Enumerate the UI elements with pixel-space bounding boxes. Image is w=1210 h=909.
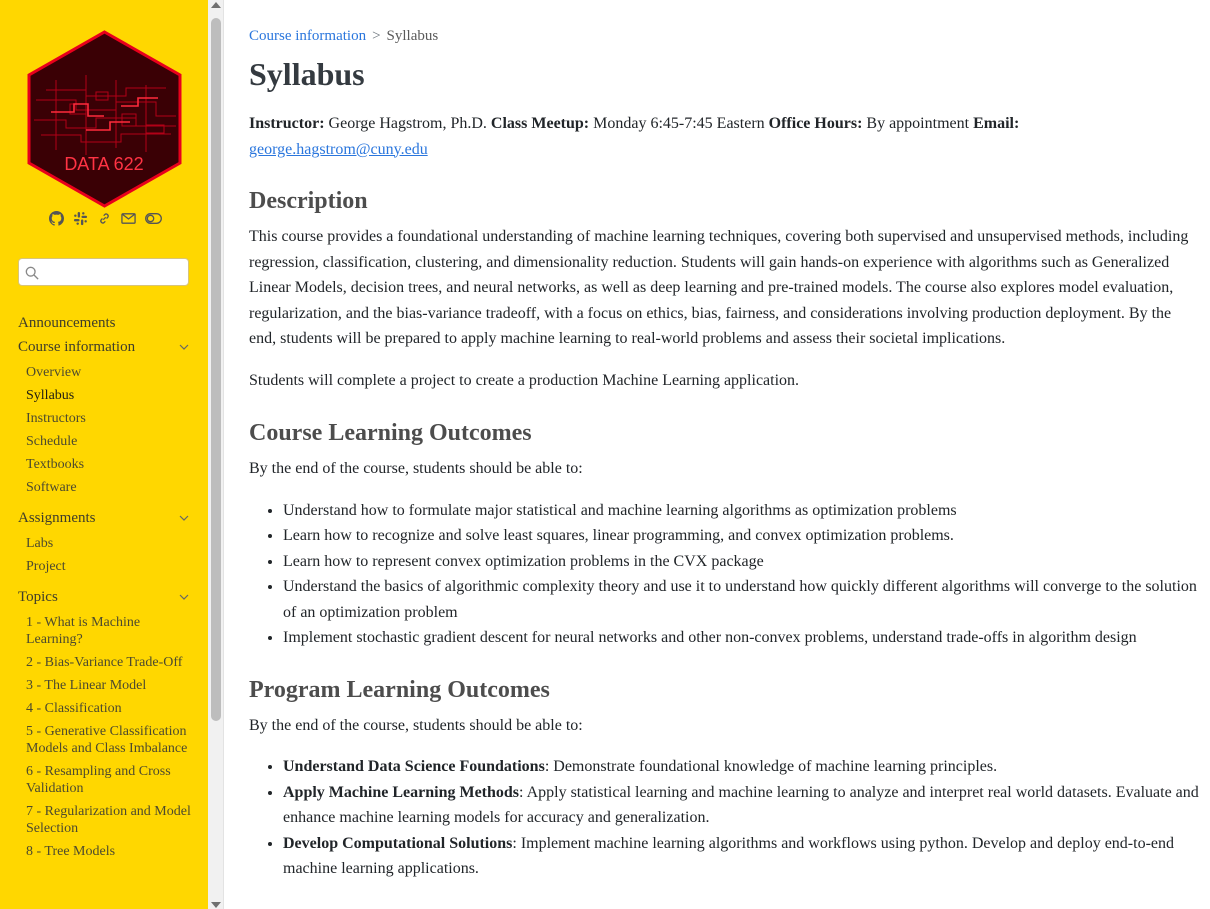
logo-text: DATA 622 (64, 154, 144, 174)
plo-intro: By the end of the course, students should be able to: (249, 716, 583, 734)
plo-item-text: : Implement machine learning algorithms and workflows using python. Develop and deploy end-to-end machine learning applications. (283, 834, 1174, 877)
breadcrumb-current: Syllabus (386, 28, 439, 44)
syllabus-meta (249, 111, 1199, 162)
social-links (48, 210, 162, 226)
sidebar-item-software[interactable]: Software (26, 480, 77, 495)
instructor-value: George Hagstrom, Ph.D. (328, 115, 487, 132)
chevron-up-icon[interactable] (178, 512, 190, 524)
page-title: Syllabus (249, 56, 365, 92)
plo-list (249, 754, 1199, 882)
scrollbar-thumb[interactable] (211, 18, 221, 721)
sidebar-section-course-information[interactable] (18, 335, 196, 359)
plo-item-title: Understand Data Science Foundations (283, 758, 545, 775)
sidebar (0, 0, 208, 909)
assignments-items (26, 532, 196, 578)
sidebar-section-label: Topics (18, 588, 58, 605)
sidebar-section-topics[interactable] (18, 585, 196, 609)
clo-list (249, 498, 1199, 651)
clo-heading: Course Learning Outcomes (249, 420, 532, 446)
sidebar-nav (18, 311, 196, 863)
list-item: • Learn how to recognize and solve least squares, linear programming, and convex optimization problems. (283, 523, 1199, 549)
list-item: • Implement stochastic gradient descent for neural networks and other non-convex problems, understand trade-offs in algorithm design (283, 625, 1199, 651)
scroll-up-arrow-icon[interactable] (211, 2, 221, 8)
sidebar-item-schedule[interactable]: Schedule (26, 434, 78, 449)
office-hours-value: By appointment (866, 115, 970, 132)
toggle-icon[interactable] (144, 210, 162, 226)
sidebar-section-label: Announcements (18, 314, 116, 331)
list-item: • Understand the basics of algorithmic complexity theory and use it to understand how quickly different algorithms will converge to the solution of an optimization problem (283, 574, 1199, 625)
breadcrumb-separator: > (372, 28, 381, 44)
office-hours-label: Office Hours: (768, 115, 863, 132)
meetup-label: Class Meetup: (490, 115, 590, 132)
sidebar-section-label: Course information (18, 338, 136, 355)
list-item (283, 831, 1199, 882)
instructor-label: Instructor: (249, 115, 325, 132)
email-label: Email: (973, 115, 1020, 132)
sidebar-item-syllabus[interactable]: Syllabus (26, 388, 75, 403)
description-paragraph: This course provides a foundational understanding of machine learning techniques, covering both supervised and unsupervised methods, including regression, classification, clustering, and dimensionality reduction. Students will gain hands-on experience with algorithms such as Generalized Linear Models, decision trees, and neural networks, as well as deep learning and pre-trained models. The course also explores model evaluation, regularization, and the bias-variance tradeoff, with a focus on ethics, bias, fairness, and considerations involving production deployment. By the end, students will be prepared to apply machine learning to real-world problems and assess their societal implications. (249, 228, 1189, 347)
sidebar-item-topic-8[interactable]: 8 - Tree Models (26, 844, 116, 859)
chevron-up-icon[interactable] (178, 341, 190, 353)
sidebar-section-assignments[interactable] (18, 506, 196, 530)
meetup-value: Monday 6:45-7:45 Eastern (593, 115, 765, 132)
course-logo[interactable] (26, 30, 183, 208)
sidebar-item-labs[interactable]: Labs (26, 536, 54, 551)
course-information-items (26, 361, 196, 499)
sidebar-item-topic-1[interactable]: 1 - What is Machine Learning? (26, 615, 141, 647)
sidebar-item-topic-7[interactable]: 7 - Regularization and Model Selection (26, 804, 191, 836)
sidebar-section-announcements[interactable] (18, 311, 196, 335)
list-item: • Understand how to formulate major statistical and machine learning algorithms as optimization problems (283, 498, 1199, 524)
link-icon[interactable] (96, 210, 112, 226)
project-paragraph: Students will complete a project to create a production Machine Learning application. (249, 371, 800, 389)
sidebar-item-topic-6[interactable]: 6 - Resampling and Cross Validation (26, 764, 171, 796)
list-item (283, 754, 1199, 780)
slack-icon[interactable] (72, 210, 88, 226)
sidebar-item-topic-5[interactable]: 5 - Generative Classification Models and Class Imbalance (26, 724, 188, 756)
topics-items (26, 611, 196, 863)
breadcrumb (249, 28, 1199, 50)
plo-item-text: : Apply statistical learning and machine learning to analyze and interpret real world datasets. Evaluate and enhance machine learning models for accuracy and generalization. (283, 783, 1199, 826)
plo-item-title: Develop Computational Solutions (283, 834, 513, 852)
description-heading: Description (249, 188, 368, 214)
breadcrumb-link-course-information[interactable]: Course information (249, 28, 367, 44)
plo-item-title: Apply Machine Learning Methods (283, 783, 520, 801)
list-item: • Learn how to represent convex optimization problems in the CVX package (283, 549, 1199, 575)
sidebar-item-topic-2[interactable]: 2 - Bias-Variance Trade-Off (26, 655, 183, 670)
sidebar-item-project[interactable]: Project (26, 559, 66, 574)
chevron-up-icon[interactable] (178, 591, 190, 603)
email-link[interactable]: george.hagstrom@cuny.edu (249, 140, 428, 158)
plo-item-text: : Demonstrate foundational knowledge of machine learning principles. (544, 758, 998, 775)
main-content (249, 28, 1199, 882)
sidebar-item-topic-4[interactable]: 4 - Classification (26, 701, 122, 716)
scroll-down-arrow-icon[interactable] (211, 902, 221, 908)
sidebar-item-instructors[interactable]: Instructors (26, 411, 86, 426)
search-icon (25, 266, 39, 280)
sidebar-item-overview[interactable]: Overview (26, 365, 82, 380)
sidebar-section-label: Assignments (18, 509, 96, 526)
sidebar-item-topic-3[interactable]: 3 - The Linear Model (26, 678, 147, 693)
email-icon[interactable] (120, 210, 136, 226)
search-input[interactable] (18, 258, 189, 286)
list-item (283, 780, 1199, 831)
sidebar-divider (223, 0, 224, 909)
clo-intro: By the end of the course, students should be able to: (249, 460, 583, 477)
sidebar-item-textbooks[interactable]: Textbooks (26, 457, 85, 472)
plo-heading: Program Learning Outcomes (249, 676, 550, 703)
github-icon[interactable] (48, 210, 64, 226)
